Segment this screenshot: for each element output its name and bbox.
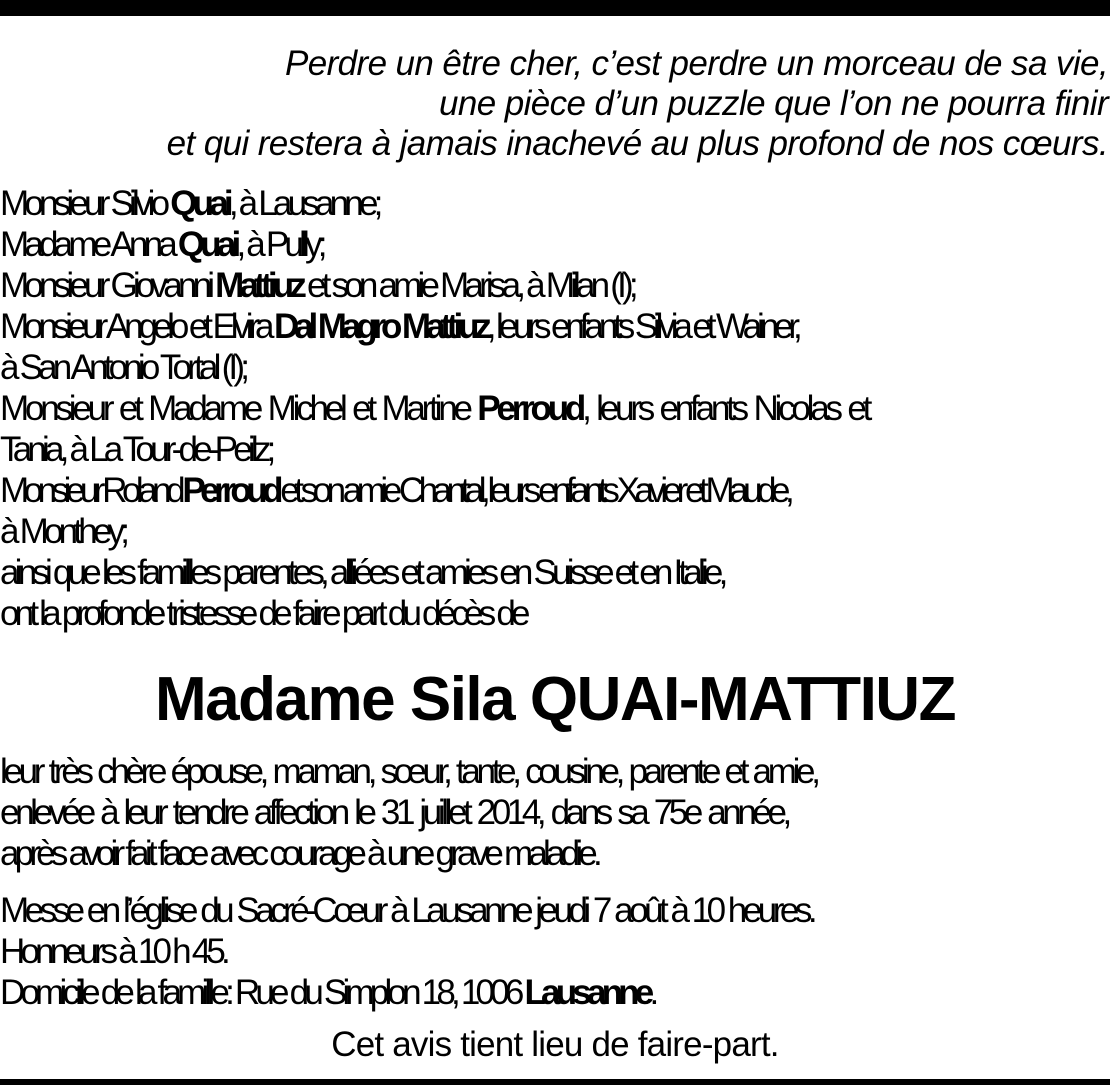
closing-note: Cet avis tient lieu de faire-part. [331, 1025, 779, 1064]
epigraph-line: Perdre un être cher, c’est perdre un morceau de sa vie, [284, 44, 1108, 83]
epigraph-quote [0, 44, 1108, 164]
family-text: , à Pully; [236, 225, 323, 264]
family-text: Monsieur Angelo et Elvira [0, 307, 275, 346]
family-line: ont la profonde tristesse de faire part du décès de [0, 594, 526, 633]
family-line: à San Antonio Tortal (I); [0, 348, 246, 387]
service-line [0, 972, 1110, 1013]
deceased-name: Madame Sila QUAI-MATTIUZ [155, 665, 955, 734]
family-line: ainsi que les familles parentes, alliées et amies en Suisse et en Italie, [0, 553, 724, 592]
family-line [0, 183, 1110, 224]
tribute-line: après avoir fait face avec courage à une grave maladie. [0, 834, 598, 873]
family-text: et son amie Marisa, à Milan (I); [302, 266, 634, 305]
service-line: Messe en l’église du Sacré-Cœur à Lausanne jeudi 7 août à 10 heures. [0, 891, 814, 930]
service-details [0, 890, 1110, 1013]
top-rule [0, 0, 1110, 16]
family-surname: Mattiuz [215, 266, 303, 305]
family-surname: Quai [170, 184, 229, 223]
tribute-paragraph [0, 751, 1110, 874]
family-text: et son amie Chantal, leurs enfants Xavier et Maude, [278, 471, 790, 510]
epigraph-line: une pièce d’un puzzle que l’on ne pourra finir [439, 84, 1108, 123]
family-surname: Perroud [477, 389, 583, 428]
family-line [0, 388, 1110, 429]
service-text: Domicile de la famille: Rue du Simplon 18, 1006 [0, 973, 525, 1012]
family-line: Tania, à La Tour-de-Peilz; [0, 430, 272, 469]
service-line: Honneurs à 10 h 45. [0, 932, 226, 971]
family-text: Madame Anna [0, 225, 178, 264]
family-text: , leurs enfants Nicolas et [582, 389, 869, 428]
family-text: Monsieur Giovanni [0, 266, 216, 305]
family-line [0, 224, 1110, 265]
family-line [0, 265, 1110, 306]
family-line: à Monthey; [0, 512, 126, 551]
family-text: Monsieur Silvio [0, 184, 171, 223]
family-line [0, 306, 1110, 347]
family-text: , à Lausanne; [228, 184, 379, 223]
service-text: . [649, 973, 655, 1012]
tribute-line: leur très chère épouse, maman, sœur, tante, cousine, parente et amie, [0, 752, 817, 791]
epigraph-line: et qui restera à jamais inachevé au plus profond de nos cœurs. [166, 124, 1108, 163]
family-surname: Quai [177, 225, 237, 264]
family-surname: Dal Magro Mattiuz [274, 307, 487, 346]
tribute-line: enlevée à leur tendre affection le 31 juillet 2014, dans sa 75e année, [0, 793, 788, 832]
service-city: Lausanne [524, 973, 650, 1012]
family-announcement [0, 183, 1110, 634]
family-surname: Perroud [182, 471, 279, 510]
family-text: Monsieur Roland [0, 471, 183, 510]
family-line [0, 470, 1110, 511]
family-text: Monsieur et Madame Michel et Martine [0, 389, 478, 428]
bottom-rule [0, 1079, 1110, 1085]
family-text: , leurs enfants Silvia et Wainer, [486, 307, 798, 346]
